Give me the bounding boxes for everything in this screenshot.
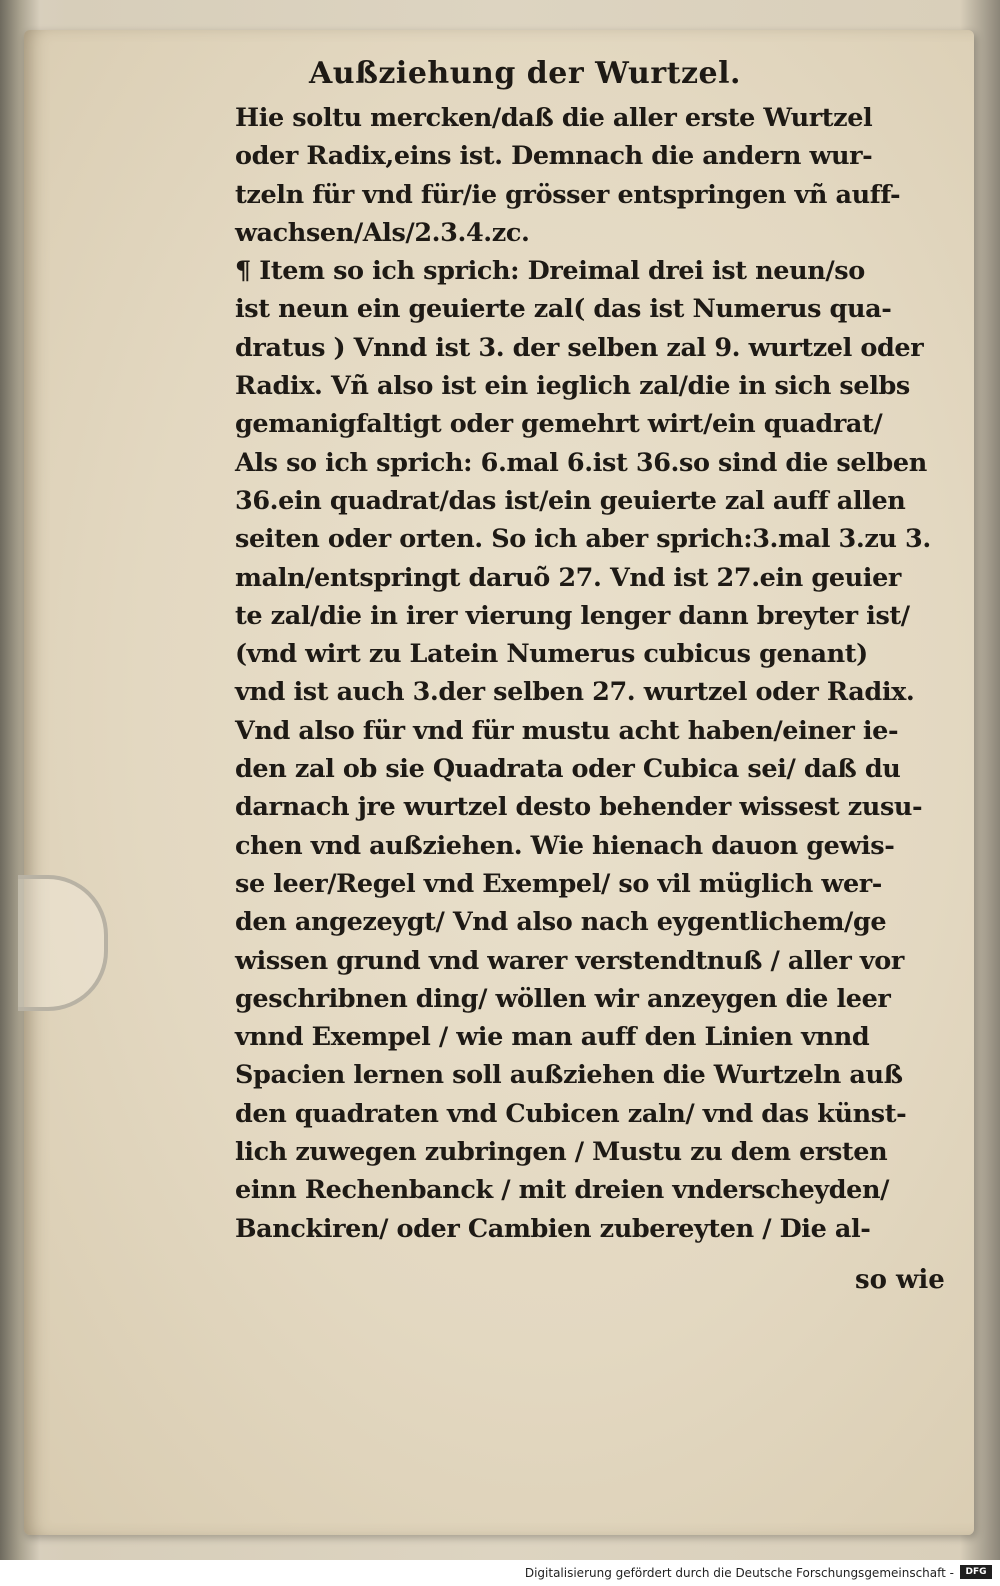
text-line: Vnd also für vnd für mustu acht haben/einer ie- [235,715,899,746]
text-line: oder Radix,eins ist. Demnach die andern wur- [235,141,873,172]
text-block [235,56,955,1248]
text-line: Banckiren/ oder Cambien zubereyten / Die al- [235,1213,871,1244]
text-line: lich zuwegen zubringen / Mustu zu dem ersten [235,1137,888,1168]
text-line: einn Rechenbanck / mit dreien vnderscheyden/ [235,1175,890,1206]
text-line: tzeln für vnd für/ie grösser entspringen vñ auff- [235,179,901,210]
text-line: Spacien lernen soll außziehen die Wurtzeln auß [235,1060,903,1091]
text-line: den zal ob sie Quadrata oder Cubica sei/ daß du [235,754,901,785]
text-line: maln/entspringt daruõ 27. Vnd ist 27.ein geuier [235,562,901,593]
text-line: vnd ist auch 3.der selben 27. wurtzel oder Radix. [235,677,915,708]
text-line: gemanigfaltigt oder gemehrt wirt/ein quadrat/ [235,409,883,440]
text-line: se leer/Regel vnd Exempel/ so vil müglich wer- [235,868,882,899]
text-line: darnach jre wurtzel desto behender wissest zusu- [235,792,923,823]
text-line: 36.ein quadrat/das ist/ein geuierte zal auff allen [235,485,906,516]
dfg-logo: DFG [960,1565,992,1579]
text-line: wachsen/Als/2.3.4.zc. [235,217,530,248]
text-line: te zal/die in irer vierung lenger dann breyter ist/ [235,600,910,631]
text-line: geschribnen ding/ wöllen wir anzeygen die leer [235,983,891,1014]
catchword: so wie [855,1265,945,1295]
text-line: dratus ) Vnnd ist 3. der selben zal 9. wurtzel oder [235,332,924,363]
text-line: Hie soltu mercken/daß die aller erste Wurtzel [235,103,873,133]
text-line: vnnd Exempel / wie man auff den Linien vnnd [235,1022,870,1053]
text-line: ist neun ein geuierte zal( das ist Numerus qua- [235,294,892,325]
text-line: ¶ Item so ich sprich: Dreimal drei ist neun/so [235,256,865,287]
clasp-shadow [18,875,108,1011]
text-line: (vnd wirt zu Latein Numerus cubicus genant) [235,639,868,670]
page-title: Außziehung der Wurtzel. [309,56,741,91]
text-line: den angezeygt/ Vnd also nach eygentlichem/ge [235,907,887,938]
footer-credit: Digitalisierung gefördert durch die Deutsche Forschungsgemeinschaft - [524,1566,954,1580]
text-line: den quadraten vnd Cubicen zaln/ vnd das künst- [235,1098,907,1129]
text-line: seiten oder orten. So ich aber sprich:3.mal 3.zu 3. [235,524,931,555]
body-text [235,99,955,1248]
text-line: chen vnd außziehen. Wie hienach dauon gewis- [235,830,895,861]
text-line: Als so ich sprich: 6.mal 6.ist 36.so sind die selben [235,447,927,478]
text-line: Radix. Vñ also ist ein ieglich zal/die in sich selbs [235,371,910,402]
text-line: wissen grund vnd warer verstendtnuß / aller vor [235,945,904,976]
